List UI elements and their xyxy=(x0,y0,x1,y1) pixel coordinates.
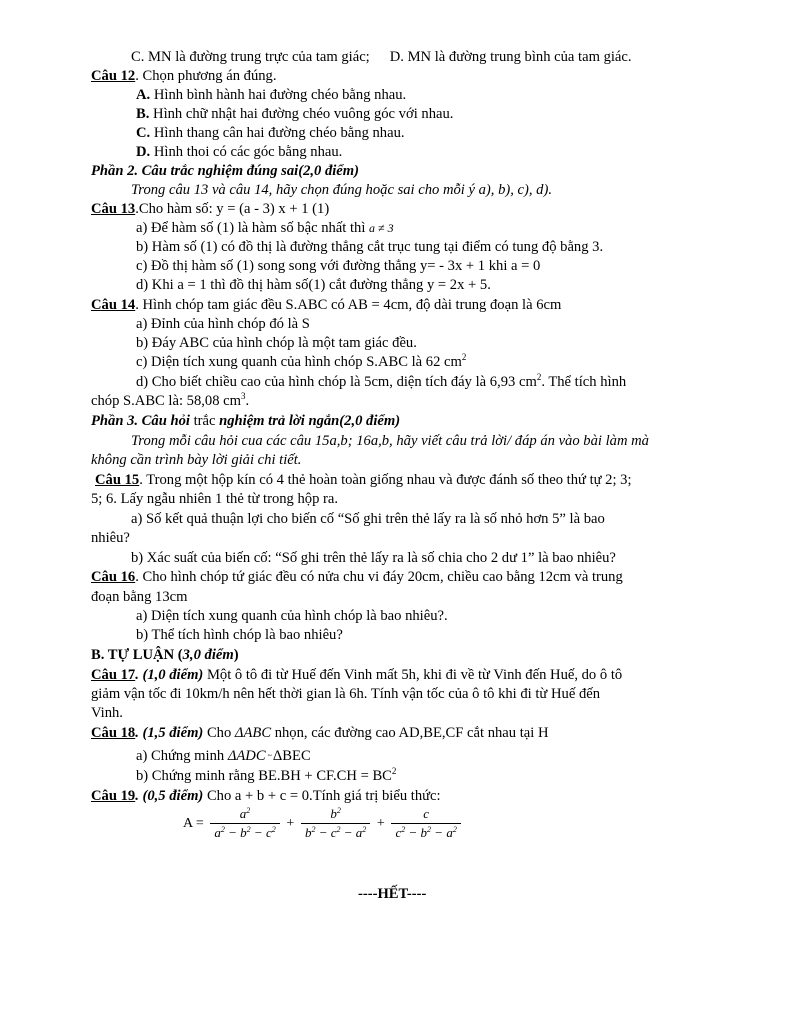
question-16-a: a) Diện tích xung quanh của hình chóp là bao nhiêu?. xyxy=(136,608,448,624)
triangle-abc: ΔABC xyxy=(234,725,272,741)
question-12-option-b: B. Hình chữ nhật hai đường chéo vuông góc với nhau. xyxy=(136,106,454,122)
question-16-b: b) Thể tích hình chóp là bao nhiêu? xyxy=(136,627,343,643)
option-c-d-line xyxy=(131,48,632,67)
question-13-text: .Cho hàm số: y = (a - 3) x + 1 (1) xyxy=(135,201,330,217)
question-13-c: c) Đồ thị hàm số (1) song song với đường thẳng y= - 3x + 1 khi a = 0 xyxy=(136,258,541,274)
question-12-text: . Chọn phương án đúng. xyxy=(135,68,277,84)
question-18-points: . (1,5 điểm) xyxy=(135,725,204,741)
math-a-neq-3: a ≠ 3 xyxy=(369,221,394,235)
question-17-line3: Vinh. xyxy=(91,705,123,721)
question-14-a: a) Đỉnh của hình chóp đó là S xyxy=(136,316,310,332)
question-15-a-line1: a) Số kết quả thuận lợi cho biến cố “Số ghi trên thẻ lấy ra là số nhỏ hơn 5” là bao xyxy=(131,511,605,527)
question-16 xyxy=(91,568,623,587)
question-18-a: a) Chứng minh ΔADC ~ ΔBEC xyxy=(136,748,311,764)
option-d-text: D. MN là đường trung bình của tam giác. xyxy=(389,49,632,65)
plus-sign: + xyxy=(286,815,295,831)
question-15-b: b) Xác suất của biến cố: “Số ghi trên thẻ lấy ra là số chia cho 2 dư 1” là bao nhiêu? xyxy=(131,550,616,566)
similar-symbol: ~ xyxy=(267,751,271,760)
fraction-1: $\frac{a^2}{a^2 - b^2 - c^2}$ xyxy=(210,806,279,841)
question-13-b: b) Hàm số (1) có đồ thị là đường thẳng cắt trục tung tại điểm có tung độ bằng 3. xyxy=(136,239,604,255)
question-12-label: Câu 12 xyxy=(91,68,136,84)
option-c-text: C. MN là đường trung trực của tam giác; xyxy=(131,49,370,65)
question-15-text-line2: 5; 6. Lấy ngẫu nhiên 1 thẻ từ trong hộp ra. xyxy=(91,491,339,507)
question-17-points: . (1,0 điểm) xyxy=(135,667,204,683)
question-14 xyxy=(91,296,561,315)
formula-a xyxy=(180,806,461,841)
question-19-points: . (0,5 điểm) xyxy=(135,788,204,804)
question-15 xyxy=(95,471,632,490)
question-13 xyxy=(91,200,329,219)
question-15-label: Câu 15 xyxy=(95,472,140,488)
question-16-text: . Cho hình chóp tứ giác đều có nửa chu vi đáy 20cm, chiều cao bằng 12cm và trung xyxy=(135,569,623,585)
question-18: Câu 18. (1,5 điểm) Cho ΔABC nhọn, các đường cao AD,BE,CF cắt nhau tại H xyxy=(91,725,549,741)
question-12-option-c: C. Hình thang cân hai đường chéo bằng nhau. xyxy=(136,125,405,141)
part-3-note-line1: Trong mỗi câu hỏi cua các câu 15a,b; 16a,b, hãy viết câu trả lời/ đáp án vào bài làm mà xyxy=(131,433,649,449)
part-2-title: Phần 2. Câu trắc nghiệm đúng sai(2,0 điểm) xyxy=(91,163,359,179)
question-14-b: b) Đáy ABC của hình chóp là một tam giác đều. xyxy=(136,335,417,351)
question-14-d-line2: chóp S.ABC là: 58,08 $cm^3$. xyxy=(91,391,250,409)
question-14-d-line1: d) Cho biết chiều cao của hình chóp là 5cm, diện tích đáy là 6,93 $cm^2$. Thể tích hình xyxy=(136,372,627,390)
plus-sign: + xyxy=(376,815,385,831)
question-14-c: c) Diện tích xung quanh của hình chóp S.ABC là 62 $cm^2$ xyxy=(136,352,467,370)
question-17-line2: giảm vận tốc đi 10km/h nên hết thời gian là 6h. Tính vận tốc của ô tô khi đi từ Huế đến xyxy=(91,686,601,702)
section-b-title: B. TỰ LUẬN (3,0 điểm) xyxy=(91,647,239,663)
fraction-3: $\frac{c}{c^2 - b^2 - a^2}$ xyxy=(391,806,460,841)
question-19-label: Câu 19 xyxy=(91,788,136,804)
part-3-title: Phần 3. Câu hỏi trắc nghiệm trả lời ngắn(2,0 điểm) xyxy=(91,413,401,429)
formula-lhs: A = xyxy=(183,815,204,831)
question-15-text: . Trong một hộp kín có 4 thẻ hoàn toàn giống nhau và được đánh số theo thứ tự 2; 3; xyxy=(139,472,632,488)
question-12 xyxy=(91,67,277,86)
question-12-option-a: A. Hình bình hành hai đường chéo bằng nhau. xyxy=(136,87,407,103)
question-19: Câu 19. (0,5 điểm) Cho a + b + c = 0.Tính giá trị biểu thức: xyxy=(91,788,441,804)
question-13-d: d) Khi a = 1 thì đồ thị hàm số(1) cắt đường thẳng y = 2x + 5. xyxy=(136,277,491,293)
triangle-adc: ΔADC xyxy=(227,748,266,764)
question-13-a: a) Để hàm số (1) là hàm số bậc nhất thì a ≠ 3 xyxy=(136,220,394,236)
end-mark: ----HẾT---- xyxy=(358,886,427,902)
question-12-option-d: D. Hình thoi có các góc bằng nhau. xyxy=(136,144,343,160)
question-17: Câu 17. (1,0 điểm) Một ô tô đi từ Huế đến Vinh mất 5h, khi đi về từ Vinh đến Huế, do ô tô xyxy=(91,667,623,683)
question-16-label: Câu 16 xyxy=(91,569,136,585)
part-2-note: Trong câu 13 và câu 14, hãy chọn đúng hoặc sai cho mỗi ý a), b), c), d). xyxy=(131,182,552,198)
question-17-label: Câu 17 xyxy=(91,667,136,683)
triangle-bec: ΔBEC xyxy=(272,748,311,764)
question-16-text-line2: đoạn bằng 13cm xyxy=(91,589,188,605)
question-15-a-line2: nhiêu? xyxy=(91,530,130,546)
question-13-label: Câu 13 xyxy=(91,201,136,217)
question-18-label: Câu 18 xyxy=(91,725,136,741)
question-14-label: Câu 14 xyxy=(91,297,136,313)
question-18-b: b) Chứng minh rằng $BE.BH + CF.CH = BC^2$ xyxy=(136,766,397,784)
fraction-2: $\frac{b^2}{b^2 - c^2 - a^2}$ xyxy=(301,806,370,841)
question-14-text: . Hình chóp tam giác đều S.ABC có AB = 4cm, độ dài trung đoạn là 6cm xyxy=(135,297,562,313)
part-3-note-line2: không cần trình bày lời giải chi tiết. xyxy=(91,452,302,468)
